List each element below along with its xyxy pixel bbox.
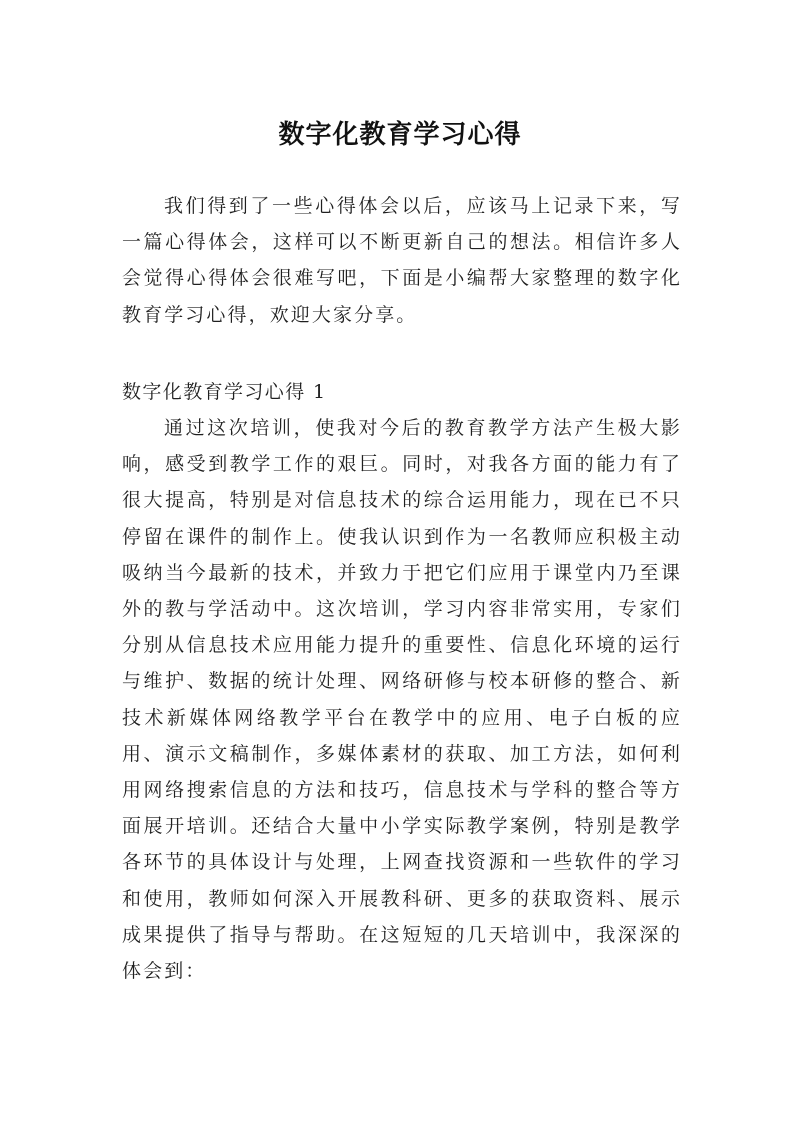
section-body-paragraph: 通过这次培训，使我对今后的教育教学方法产生极大影响，感受到教学工作的艰巨。同时，对我各方面的能力有了很大提高，特别是对信息技术的综合运用能力，现在已不只停留在课件的制作上。使我认识到作为一名教师应积极主动吸纳当今最新的技术，并致力于把它们应用于课堂内乃至课外的教与学活动中。这次培训，学习内容非常实用，专家们分别从信息技术应用能力提升的重要性、信息化环境的运行与维护、数据的统计处理、网络研修与校本研修的整合、新技术新媒体网络教学平台在教学中的应用、电子白板的应用、演示文稿制作，多媒体素材的获取、加工方法，如何利用网络搜索信息的方法和技巧，信息技术与学科的整合等方面展开培训。还结合大量中小学实际教学案例，特别是教学各环节的具体设计与处理，上网查找资源和一些软件的学习和使用，教师如何深入开展教科研、更多的获取资料、展示成果提供了指导与帮助。在这短短的几天培训中，我深深的体会到： [122,417,682,983]
intro-paragraph: 我们得到了一些心得体会以后，应该马上记录下来，写一篇心得体会，这样可以不断更新自己的想法。相信许多人会觉得心得体会很难写吧，下面是小编帮大家整理的数字化教育学习心得，欢迎大家分享。 [122,195,682,326]
document-title: 数字化教育学习心得 [278,120,522,151]
section-heading: 数字化教育学习心得 1 [122,381,327,403]
